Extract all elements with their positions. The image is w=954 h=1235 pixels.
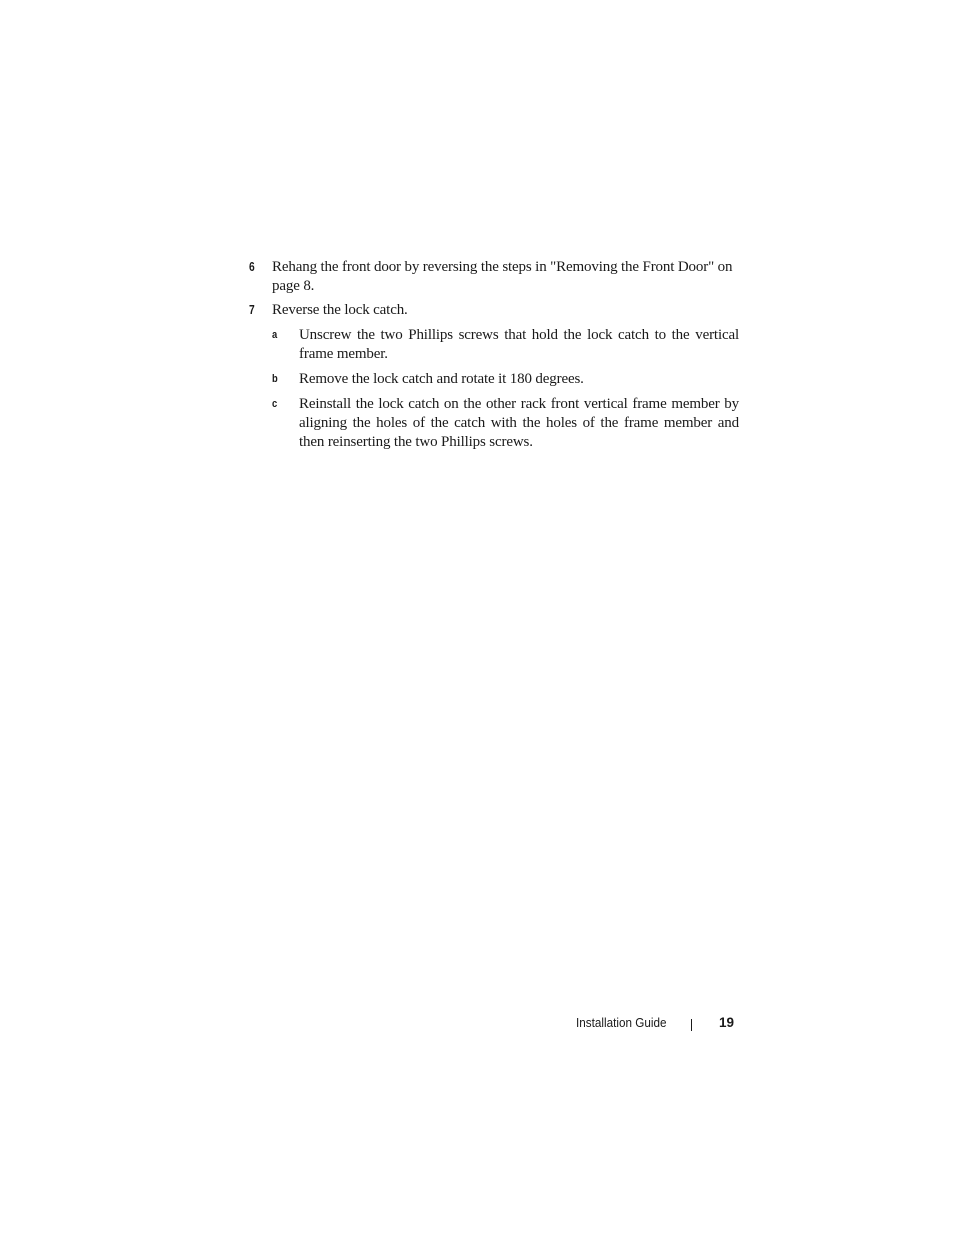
- substep-text: Remove the lock catch and rotate it 180 degrees.: [299, 371, 584, 387]
- substep-a: [272, 326, 739, 364]
- substep-letter: c: [272, 398, 278, 410]
- page-number: 19: [718, 1015, 734, 1030]
- step-6: [249, 258, 739, 296]
- substep-b: [272, 370, 739, 389]
- footer-separator: [691, 1019, 692, 1031]
- step-number: 7: [249, 303, 255, 317]
- step-number: 6: [249, 260, 255, 274]
- step-7: [249, 301, 739, 452]
- substep-text: Unscrew the two Phillips screws that hold the lock catch to the vertical frame member.: [299, 327, 739, 362]
- step-text: Rehang the front door by reversing the steps in "Removing the Front Door" on page 8.: [272, 259, 733, 294]
- substep-letter: a: [272, 329, 278, 341]
- page-footer: [566, 1015, 734, 1030]
- footer-title: Installation Guide: [575, 1015, 666, 1030]
- substep-text: Reinstall the lock catch on the other rack front vertical frame member by aligning the holes of the catch with the holes of the frame member and then reinserting the two Phillips screws.: [299, 396, 739, 450]
- substep-c: [272, 395, 739, 452]
- document-body: [249, 258, 739, 458]
- substep-letter: b: [272, 373, 278, 385]
- step-text: Reverse the lock catch.: [272, 302, 408, 318]
- substep-list: [272, 326, 739, 452]
